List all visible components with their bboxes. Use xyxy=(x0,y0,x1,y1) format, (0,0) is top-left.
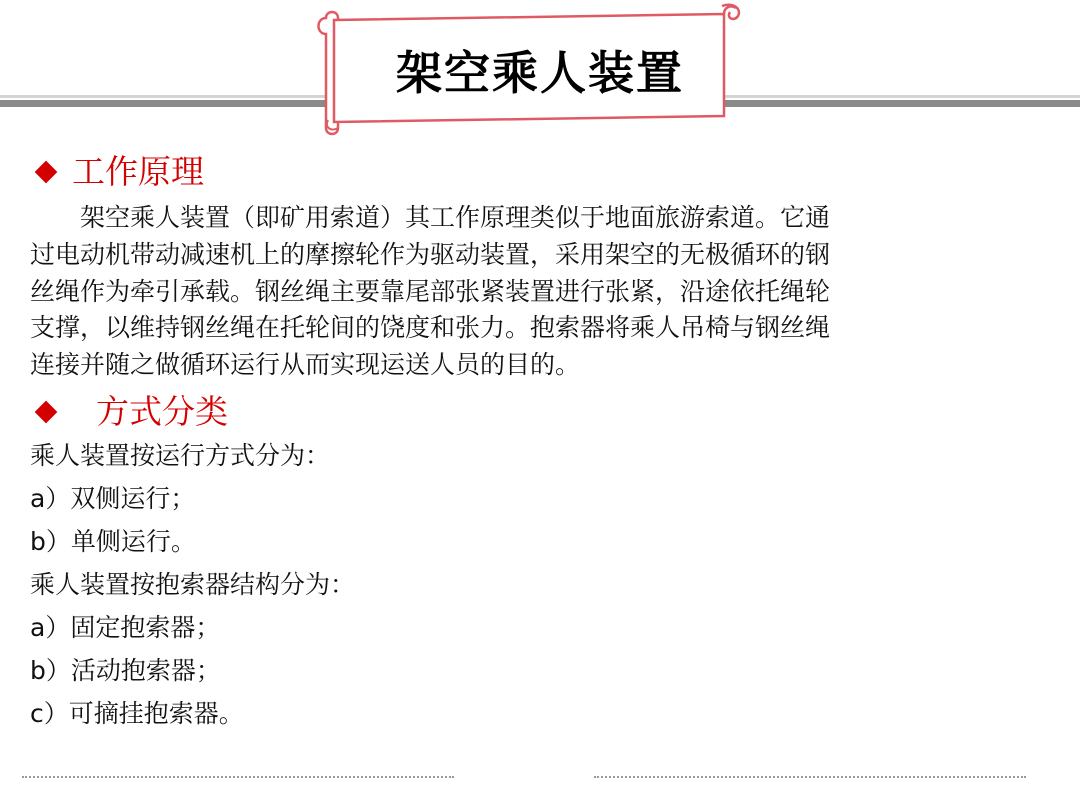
section-heading-text: 工作原理 xyxy=(72,152,204,191)
footer-dotted-line-left xyxy=(22,776,454,778)
paragraph-line: 支撑，以维持钢丝绳在托轮间的饶度和张力。抱索器将乘人吊椅与钢丝绳 xyxy=(30,313,831,343)
list-item: c）可摘挂抱索器。 xyxy=(30,699,244,728)
footer-dotted-line-right xyxy=(594,776,1026,778)
working-principle-paragraph xyxy=(30,200,990,384)
paragraph-line: 过电动机带动减速机上的摩擦轮作为驱动装置，采用架空的无极循环的钢 xyxy=(30,239,831,269)
list-item: a）固定抱索器； xyxy=(30,613,221,642)
slide-title: 架空乘人装置 xyxy=(396,46,684,100)
red-diamond-icon xyxy=(35,161,58,184)
paragraph-line: 连接并随之做循环运行从而实现运送人员的目的。 xyxy=(30,350,581,380)
list-item: 乘人装置按运行方式分为： xyxy=(30,441,331,470)
section-heading-classification xyxy=(30,392,228,432)
paragraph-line: 丝绳作为牵引承载。钢丝绳主要靠尾部张紧装置进行张紧，沿途依托绳轮 xyxy=(30,276,831,306)
list-item: b）单侧运行。 xyxy=(30,527,196,556)
section-heading-text: 方式分类 xyxy=(96,392,228,431)
list-item: b）活动抱索器； xyxy=(30,656,221,685)
red-diamond-icon xyxy=(35,401,58,424)
list-item: 乘人装置按抱索器结构分为： xyxy=(30,570,356,599)
section-heading-working-principle xyxy=(30,152,204,192)
list-item: a）双侧运行； xyxy=(30,484,196,513)
paragraph-line: 架空乘人装置（即矿用索道）其工作原理类似于地面旅游索道。它通 xyxy=(30,203,831,232)
